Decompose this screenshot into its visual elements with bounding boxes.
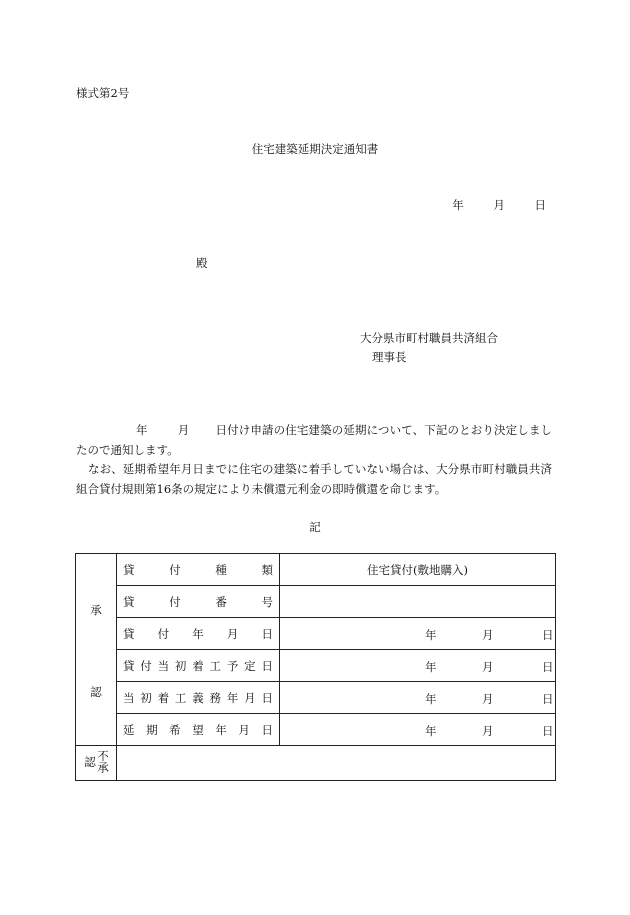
table-row [76, 682, 556, 714]
table-row [76, 650, 556, 682]
approve-char-2: 認 [90, 685, 102, 699]
row-label-obligation-date: 当初着工義務年月日 [117, 682, 280, 714]
obligation-date-value: 年 月 日 [280, 682, 556, 714]
approve-char-1: 承 [90, 603, 102, 617]
row-label-loan-number: 貸付番号 [117, 586, 280, 618]
reject-reason-cell [117, 746, 556, 781]
body-paragraph-1-text: 日付け申請の住宅建築の延期について、下記のとおり決定しましたので通知します。 [76, 423, 552, 457]
issue-date-year: 年 [452, 198, 464, 212]
document-title: 住宅建築延期決定通知書 [251, 142, 379, 156]
issue-date-month: 月 [493, 198, 505, 212]
loan-number-value [280, 586, 556, 618]
table-row [76, 586, 556, 618]
row-label-loan-type: 貸付種類 [117, 554, 280, 586]
reject-side-label: 不承認 [76, 746, 117, 781]
issuer-organization: 大分県市町村職員共済組合 [360, 331, 498, 345]
table-row [76, 618, 556, 650]
form-number: 様式第2号 [76, 86, 130, 100]
loan-date-value: 年 月 日 [280, 618, 556, 650]
body-paragraph-1 [76, 421, 552, 460]
body-month: 月 [177, 423, 190, 437]
table-row [76, 554, 556, 586]
row-label-loan-date: 貸付年月日 [117, 618, 280, 650]
loan-type-value: 住宅貸付(敷地購入) [280, 554, 556, 586]
issue-date-day: 日 [534, 198, 546, 212]
table-row [76, 746, 556, 781]
body-year: 年 [136, 423, 148, 437]
approve-side-label [76, 554, 117, 746]
body-paragraph-2: なお、延期希望年月日までに住宅の建築に着手していない場合は、大分県市町村職員共済組合貸付規則第16条の規定により未償還元利金の即時償還を命じます。 [76, 462, 552, 496]
issue-date [452, 197, 546, 213]
notice-body [76, 421, 552, 499]
desired-date-value: 年 月 日 [280, 714, 556, 746]
row-label-planned-start: 貸付当初着工予定日 [117, 650, 280, 682]
loan-record-table [75, 553, 556, 781]
row-label-desired-date: 延期希望年月日 [117, 714, 280, 746]
issuer-title: 理事長 [372, 350, 407, 364]
table-row [76, 714, 556, 746]
planned-start-value: 年 月 日 [280, 650, 556, 682]
addressee-honorific: 殿 [196, 256, 208, 270]
ki-heading: 記 [309, 520, 321, 534]
